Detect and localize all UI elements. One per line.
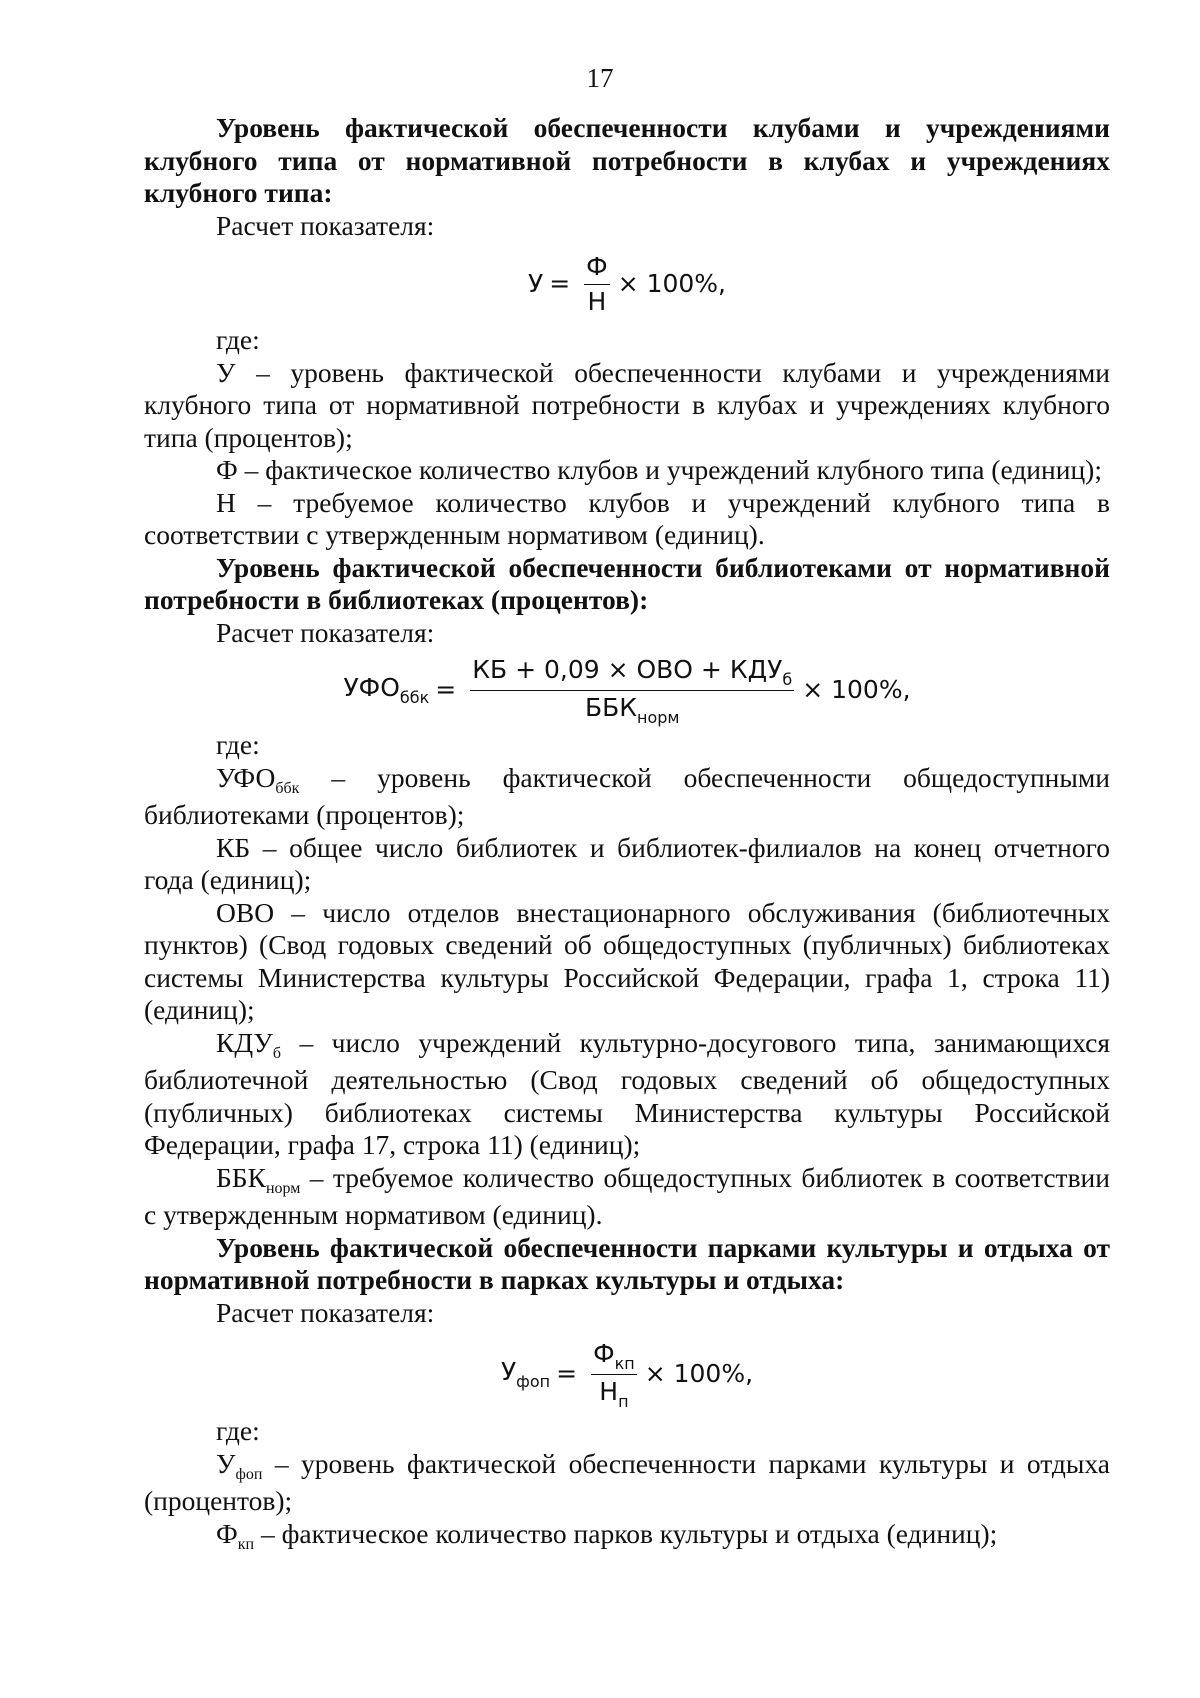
definition-symbol: КДУ [216,1026,273,1058]
definition-text: – фактическое количество клубов и учреждений клубного типа (единиц); [237,454,1102,485]
formula-clubs-numerator: Ф [584,252,610,285]
formula-parks-denominator-sub: п [618,1391,629,1411]
formula-clubs-eq: = [549,268,571,298]
calc-label-parks: Расчет показателя: [216,1296,435,1328]
formula-parks-times: × 100%, [644,1358,754,1388]
formula-parks-numerator-sub: кп [614,1353,635,1373]
calc-label-clubs: Расчет показателя: [216,209,435,241]
definition-symbol: ББК [216,1161,266,1193]
formula-parks-denominator-main: Н [599,1376,619,1406]
definition-text: – требуемое количество общедоступных библиотек в соответствии с утвержденным нормативом (единиц). [144,1161,1110,1230]
formula-parks-denominator [597,1375,630,1410]
definition-symbol: Ф [216,454,238,485]
definition-symbol: КБ [216,831,251,863]
definition-symbol-sub: фоп [235,1465,263,1483]
formula-libraries-denominator-sub: норм [637,707,680,727]
definition-text: – общее число библиотек и библиотек-филиалов на конец отчетного года (единиц); [144,831,1110,895]
definition-symbol-sub: б [272,1044,282,1062]
definition-text: – уровень фактической обеспеченности клубами и учреждениями клубного типа от нормативной потребности в клубах и учреждениях клубного типа (процентов); [144,356,1110,453]
formula-clubs-fraction [584,252,610,317]
definition-text: – число отделов внестационарного обслуживания (библиотечных пунктов) (Свод годовых сведений об общедоступных (публичных) библиотеках системы Министерства культуры Российской Федерации, графа 1, строка 11) (единиц); [144,896,1110,1025]
formula-libraries [144,651,1110,729]
calc-label-libraries: Расчет показателя: [216,616,435,648]
definition-symbol: У [216,1447,236,1479]
page-number: 17 [586,63,614,93]
definition-symbol: Н [216,486,236,518]
definition-clubs-u [144,357,1110,455]
definition-symbol-sub: кп [237,1535,255,1553]
definition-libraries-ovo [144,897,1110,1027]
definition-clubs-f [144,454,1110,487]
definition-symbol-sub: ббк [275,779,300,797]
formula-parks-fraction [591,1339,637,1410]
definition-text: – уровень фактической обеспеченности общедоступными библиотеками (процентов); [144,761,1110,830]
definition-libraries-kdu [144,1027,1110,1162]
formula-libraries-times: × 100%, [802,674,911,704]
definition-libraries-kb [144,832,1110,897]
formula-libraries-eq: = [435,674,457,704]
formula-parks [144,1333,1110,1415]
formula-parks-lhs [501,1356,550,1392]
document-body [144,112,1110,1555]
definition-symbol: ОВО [216,896,275,928]
formula-libraries-numerator-sub: б [782,669,793,689]
formula-clubs-times: × 100%, [617,268,727,298]
where-label-clubs: где: [216,324,260,355]
definition-symbol-sub: норм [265,1179,301,1197]
formula-libraries-denominator [583,691,682,726]
formula-clubs [144,244,1110,324]
formula-clubs-lhs: У [527,268,544,298]
formula-parks-lhs-main: У [500,1357,517,1387]
definition-text: – число учреждений культурно-досугового типа, занимающихся библиотечной деятельностью (Свод годовых сведений об общедоступных (публичных) библиотеках системы Министерства культуры Российской Федерации, графа 17, строка 11) (единиц); [144,1026,1110,1160]
section-heading-parks: Уровень фактической обеспеченности парками культуры и отдыха от нормативной потребности в парках культуры и отдыха: [144,1231,1110,1295]
formula-libraries-numerator-main: КБ + 0,09 × ОВО + КДУ [472,654,783,684]
formula-parks-eq: = [556,1358,578,1388]
definition-symbol: Ф [216,1517,238,1549]
formula-libraries-numerator [470,655,794,691]
definition-text: – фактическое количество парков культуры и отдыха (единиц); [254,1517,998,1549]
definition-text: – уровень фактической обеспеченности парками культуры и отдыха (процентов); [144,1447,1110,1516]
definition-parks-fkp [144,1518,1110,1556]
where-label-parks: где: [216,1415,260,1446]
formula-parks-numerator-main: Ф [593,1338,615,1368]
formula-parks-lhs-sub: фоп [516,1372,551,1392]
definition-symbol: УФО [216,761,276,793]
formula-clubs-denominator: Н [587,286,607,316]
definition-libraries-ufo [144,762,1110,832]
formula-libraries-lhs-sub: ббк [399,688,430,708]
formula-libraries-lhs-main: УФО [343,673,400,703]
section-heading-clubs: Уровень фактической обеспеченности клубами и учреждениями клубного типа от нормативной потребности в клубах и учреждениях клубного типа: [144,112,1110,208]
definition-symbol: У [216,356,236,388]
section-heading-libraries: Уровень фактической обеспеченности библиотеками от нормативной потребности в библиотеках (процентов): [144,551,1110,615]
definition-parks-ufop [144,1448,1110,1518]
formula-parks-numerator [591,1339,637,1375]
formula-libraries-fraction [470,655,794,726]
formula-libraries-lhs [343,672,429,708]
where-label-libraries: где: [216,729,260,760]
definition-clubs-n [144,487,1110,552]
definition-text: – требуемое количество клубов и учреждений клубного типа в соответствии с утвержденным нормативом (единиц). [144,486,1110,550]
formula-libraries-denominator-main: ББК [584,692,638,722]
definition-libraries-bbk [144,1162,1110,1232]
